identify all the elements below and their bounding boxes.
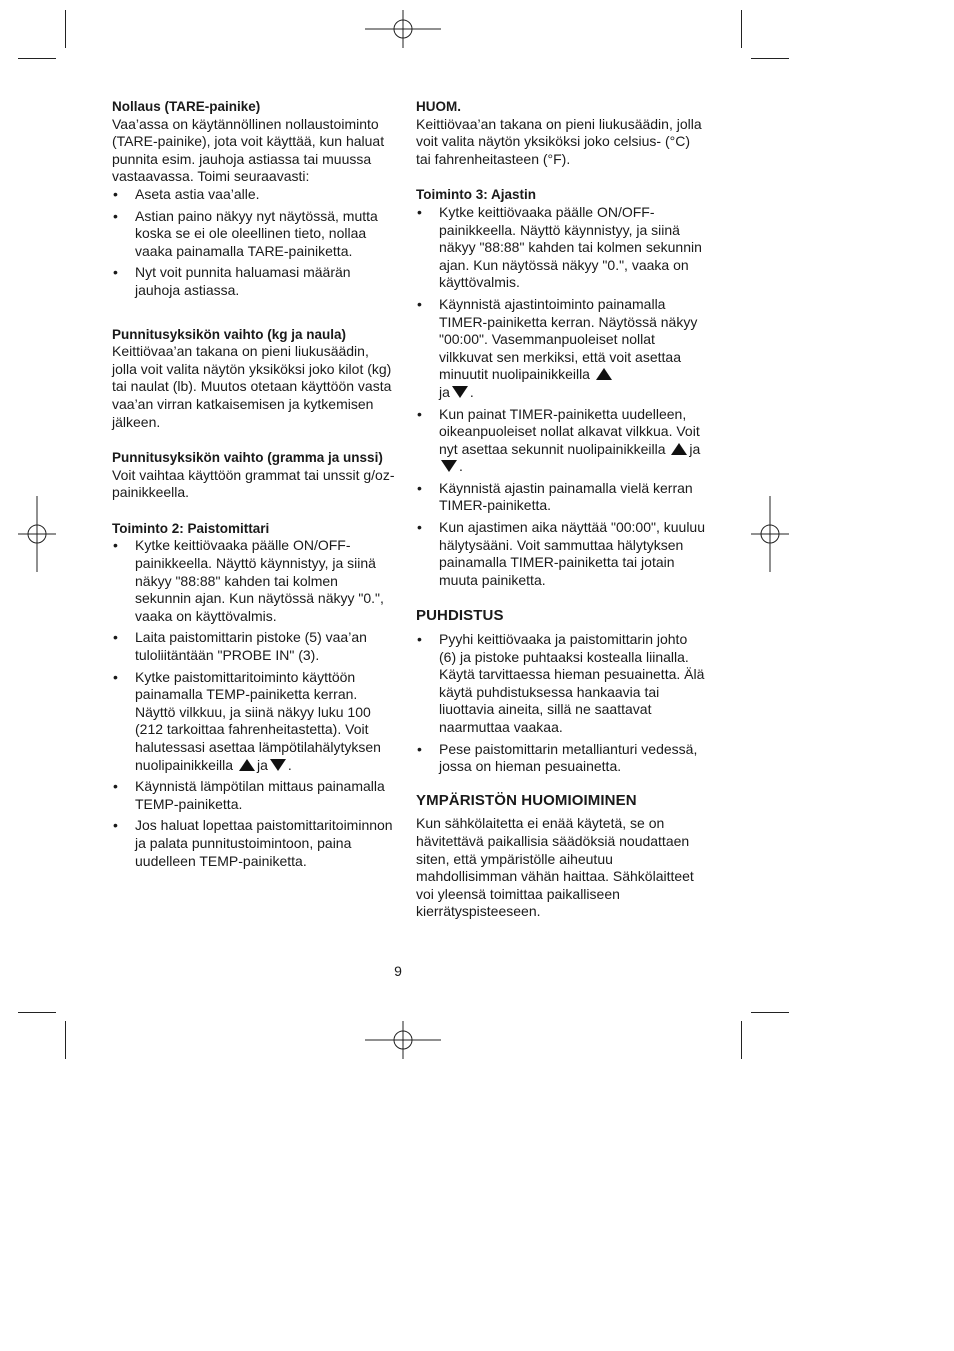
right-column bbox=[416, 98, 706, 939]
list-item: • Kytke keittiövaaka päälle ON/OFF-painikkeella. Näyttö käynnistyy, ja siinä näkyy "88:88" kahden tai kolmen sekunnin ajan. Kun näytössä näkyy "0.", vaaka on käyttövalmis. bbox=[112, 537, 397, 625]
cleaning-section bbox=[416, 607, 706, 775]
note-text: Keittiövaa’an takana on pieni liukusäädin, jolla voit valita näytön yksiköksi joko celsius- (°C) tai fahrenheitasteen (°F). bbox=[416, 115, 702, 167]
timer-list bbox=[416, 204, 706, 589]
arrow-end: . bbox=[459, 458, 463, 475]
registration-mark-left bbox=[18, 496, 56, 572]
list-item-text: Käynnistä ajastintoiminto painamalla TIMER-painiketta kerran. Näytössä näkyy "00:00". Vasemmanpuoleiset nollat vilkkuvat sen merkiksi, että voit asettaa minuutit nuolipainikkeilla bbox=[439, 295, 698, 383]
tare-list bbox=[112, 186, 397, 300]
list-item bbox=[112, 669, 397, 775]
list-item: • Pese paistomittarin metallianturi vedessä, jossa on hieman pesuainetta. bbox=[416, 741, 706, 776]
list-item-text: Kun painat TIMER-painiketta uudelleen, oikeanpuoleiset nollat alkavat vilkkua. Voit nyt asettaa sekunnit nuolipainikkeilla bbox=[439, 405, 700, 457]
page-number: 9 bbox=[394, 963, 402, 979]
registration-mark-top bbox=[365, 10, 441, 48]
list-item: • Kun ajastimen aika näyttää "00:00", kuuluu hälytysääni. Voit sammuttaa hälytyksen painamalla TIMER-painiketta tai jotain muuta painiketta. bbox=[416, 519, 706, 589]
registration-mark-right bbox=[751, 496, 789, 572]
timer-section bbox=[416, 186, 706, 589]
crop-mark bbox=[65, 10, 66, 48]
arrow-end: . bbox=[287, 756, 292, 773]
unit-kg-section bbox=[112, 326, 397, 432]
list-item: • Laita paistomittarin pistoke (5) vaa’an tuloliitäntään "PROBE IN" (3). bbox=[112, 629, 397, 664]
arrow-up-icon bbox=[671, 443, 687, 455]
list-item: • Nyt voit punnita haluamasi määrän jauhoja astiassa. bbox=[112, 264, 397, 299]
note-heading: HUOM. bbox=[416, 99, 461, 114]
probe-list bbox=[112, 537, 397, 870]
arrow-down-icon bbox=[441, 460, 457, 472]
arrow-joiner: ja bbox=[439, 383, 450, 400]
environment-text: Kun sähkölaitetta ei enää käytetä, se on hävitettävä paikallisia säädöksiä noudattaen siten, että ympäristölle aiheutuu mahdollisimman vähän haittaa. Sähkölaitteet voi yleensä toimittaa paikalliseen kierrätyspisteeseen. bbox=[416, 815, 694, 920]
tare-heading: Nollaus (TARE-painike) bbox=[112, 99, 261, 114]
list-item bbox=[416, 296, 706, 402]
tare-section bbox=[112, 98, 397, 300]
crop-mark bbox=[741, 10, 742, 48]
list-item: • Astian paino näkyy nyt näytössä, mutta koska se ei ole oleellinen tieto, nollaa vaaka painamalla TARE-painiketta. bbox=[112, 208, 397, 261]
list-item bbox=[416, 406, 706, 476]
list-item: • Aseta astia vaa’alle. bbox=[112, 186, 397, 204]
arrow-joiner: ja bbox=[256, 756, 268, 773]
arrow-end: . bbox=[469, 383, 474, 400]
unit-g-heading: Punnitusyksikön vaihto (gramma ja unssi) bbox=[112, 450, 383, 466]
crop-mark bbox=[741, 1021, 742, 1059]
list-item-text: Kytke paistomittaritoiminto käyttöön painamalla TEMP-painiketta kerran. Näyttö vilkkuu, ja siinä näkyy luku 100 (212 tarkoittaa fahrenheitastetta). Voit halutessasi asettaa lämpötilahälytyksen nuolipainikkeilla bbox=[135, 668, 381, 773]
left-column bbox=[112, 98, 397, 888]
arrow-up-icon bbox=[239, 759, 255, 771]
probe-heading: Toiminto 2: Paistomittari bbox=[112, 520, 270, 536]
crop-mark bbox=[18, 1012, 56, 1013]
probe-section bbox=[112, 520, 397, 870]
crop-mark bbox=[18, 58, 56, 59]
arrow-down-icon bbox=[452, 386, 468, 398]
list-item: • Kytke keittiövaaka päälle ON/OFF-painikkeella. Näyttö käynnistyy, ja siinä näkyy "88:88" kahden tai kolmen sekunnin ajan. Kun näytössä näkyy "0.", vaaka on käyttövalmis. bbox=[416, 204, 706, 292]
list-item: • Käynnistä ajastin painamalla vielä kerran TIMER-painiketta. bbox=[416, 480, 706, 515]
environment-heading: YMPÄRISTÖN HUOMIOIMINEN bbox=[416, 791, 637, 809]
environment-section bbox=[416, 792, 706, 921]
unit-kg-text: Keittiövaa’an takana on pieni liukusäädin, jolla voit valita näytön yksiköksi joko kilot (kg) tai naulat (lb). Muutos otetaan käyttöön vasta vaa’an virran katkaisemisen ja kytkemisen jälkeen. bbox=[112, 343, 392, 430]
unit-g-section bbox=[112, 449, 397, 502]
arrow-joiner: ja bbox=[689, 440, 701, 457]
arrow-down-icon bbox=[270, 759, 286, 771]
crop-mark bbox=[751, 1012, 789, 1013]
note-section bbox=[416, 98, 706, 168]
crop-mark bbox=[751, 58, 789, 59]
timer-heading: Toiminto 3: Ajastin bbox=[416, 187, 536, 203]
tare-intro: Vaa’assa on käytännöllinen nollaustoiminto (TARE-painike), jota voit käyttää, kun haluat punnita esim. jauhoja astiassa tai muussa vastaavassa. Toimi seuraavasti: bbox=[112, 115, 385, 185]
unit-g-text: Voit vaihtaa käyttöön grammat tai unssit g/oz-painikkeella. bbox=[112, 466, 395, 501]
crop-mark bbox=[65, 1021, 66, 1059]
list-item: • Jos haluat lopettaa paistomittaritoiminnon ja palata punnitustoimintoon, paina uudelleen TEMP-painiketta. bbox=[112, 817, 397, 870]
cleaning-heading: PUHDISTUS bbox=[416, 607, 504, 625]
list-item: • Käynnistä lämpötilan mittaus painamalla TEMP-painiketta. bbox=[112, 778, 397, 813]
list-item: • Pyyhi keittiövaaka ja paistomittarin johto (6) ja pistoke puhtaaksi kostealla liinalla. Käytä tarvittaessa hieman pesuainetta. Älä käytä puhdistuksessa hankaavia tai liuottavia aineita, sillä ne saattavat naarmuttaa vaakaa. bbox=[416, 631, 706, 737]
cleaning-list bbox=[416, 631, 706, 776]
arrow-up-icon bbox=[596, 368, 612, 380]
unit-kg-heading: Punnitusyksikön vaihto (kg ja naula) bbox=[112, 326, 347, 342]
registration-mark-bottom bbox=[365, 1021, 441, 1059]
